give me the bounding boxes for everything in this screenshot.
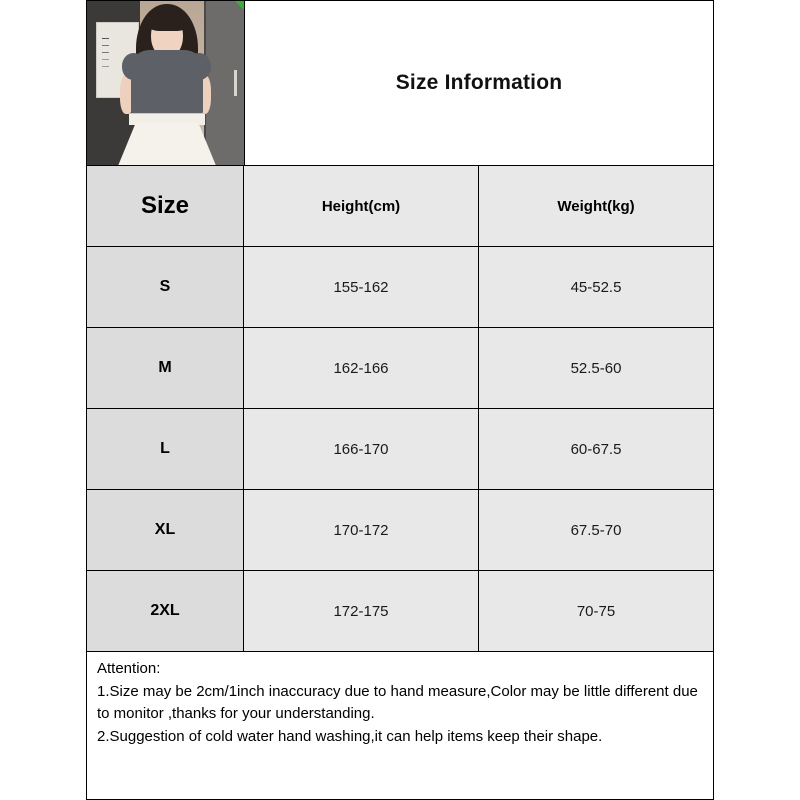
- chart-title-cell: [245, 1, 713, 165]
- cell-height: 155-162: [244, 247, 479, 327]
- cell-size: M: [87, 328, 244, 408]
- column-header-size: Size: [87, 166, 244, 246]
- cell-size: S: [87, 247, 244, 327]
- cell-weight: 67.5-70: [479, 490, 713, 570]
- attention-note-1: 1.Size may be 2cm/1inch inaccuracy due to hand measure,Color may be little different due to monitor ,thanks for your understanding.: [97, 682, 698, 722]
- page-title: Size Information: [395, 71, 563, 94]
- cell-height: 166-170: [244, 409, 479, 489]
- cell-weight: 52.5-60: [479, 328, 713, 408]
- table-row: [87, 328, 713, 409]
- attention-note-2: 2.Suggestion of cold water hand washing,it can help items keep their shape.: [97, 727, 603, 745]
- chart-header: [87, 1, 713, 166]
- table-row: [87, 571, 713, 652]
- photo-poster-text: [102, 38, 109, 39]
- cell-height: 172-175: [244, 571, 479, 651]
- product-photo: [87, 1, 245, 165]
- size-chart: [86, 0, 714, 800]
- cell-weight: 45-52.5: [479, 247, 713, 327]
- photo-door-handle: [234, 70, 237, 96]
- cell-weight: 70-75: [479, 571, 713, 651]
- column-header-weight: Weight(kg): [479, 166, 713, 246]
- column-header-height: Height(cm): [244, 166, 479, 246]
- table-row: [87, 247, 713, 328]
- table-row: [87, 490, 713, 571]
- attention-section: [87, 652, 713, 799]
- table-row: [87, 409, 713, 490]
- cell-size: L: [87, 409, 244, 489]
- product-photo-image: [87, 1, 244, 165]
- cell-size: 2XL: [87, 571, 244, 651]
- photo-top-garment: [131, 50, 203, 116]
- green-corner-marker-icon: [234, 1, 245, 11]
- cell-size: XL: [87, 490, 244, 570]
- photo-model-bangs: [147, 8, 189, 31]
- cell-weight: 60-67.5: [479, 409, 713, 489]
- table-header-row: [87, 166, 713, 247]
- cell-height: 162-166: [244, 328, 479, 408]
- attention-heading: Attention:: [97, 660, 161, 677]
- cell-height: 170-172: [244, 490, 479, 570]
- size-table: [87, 166, 713, 652]
